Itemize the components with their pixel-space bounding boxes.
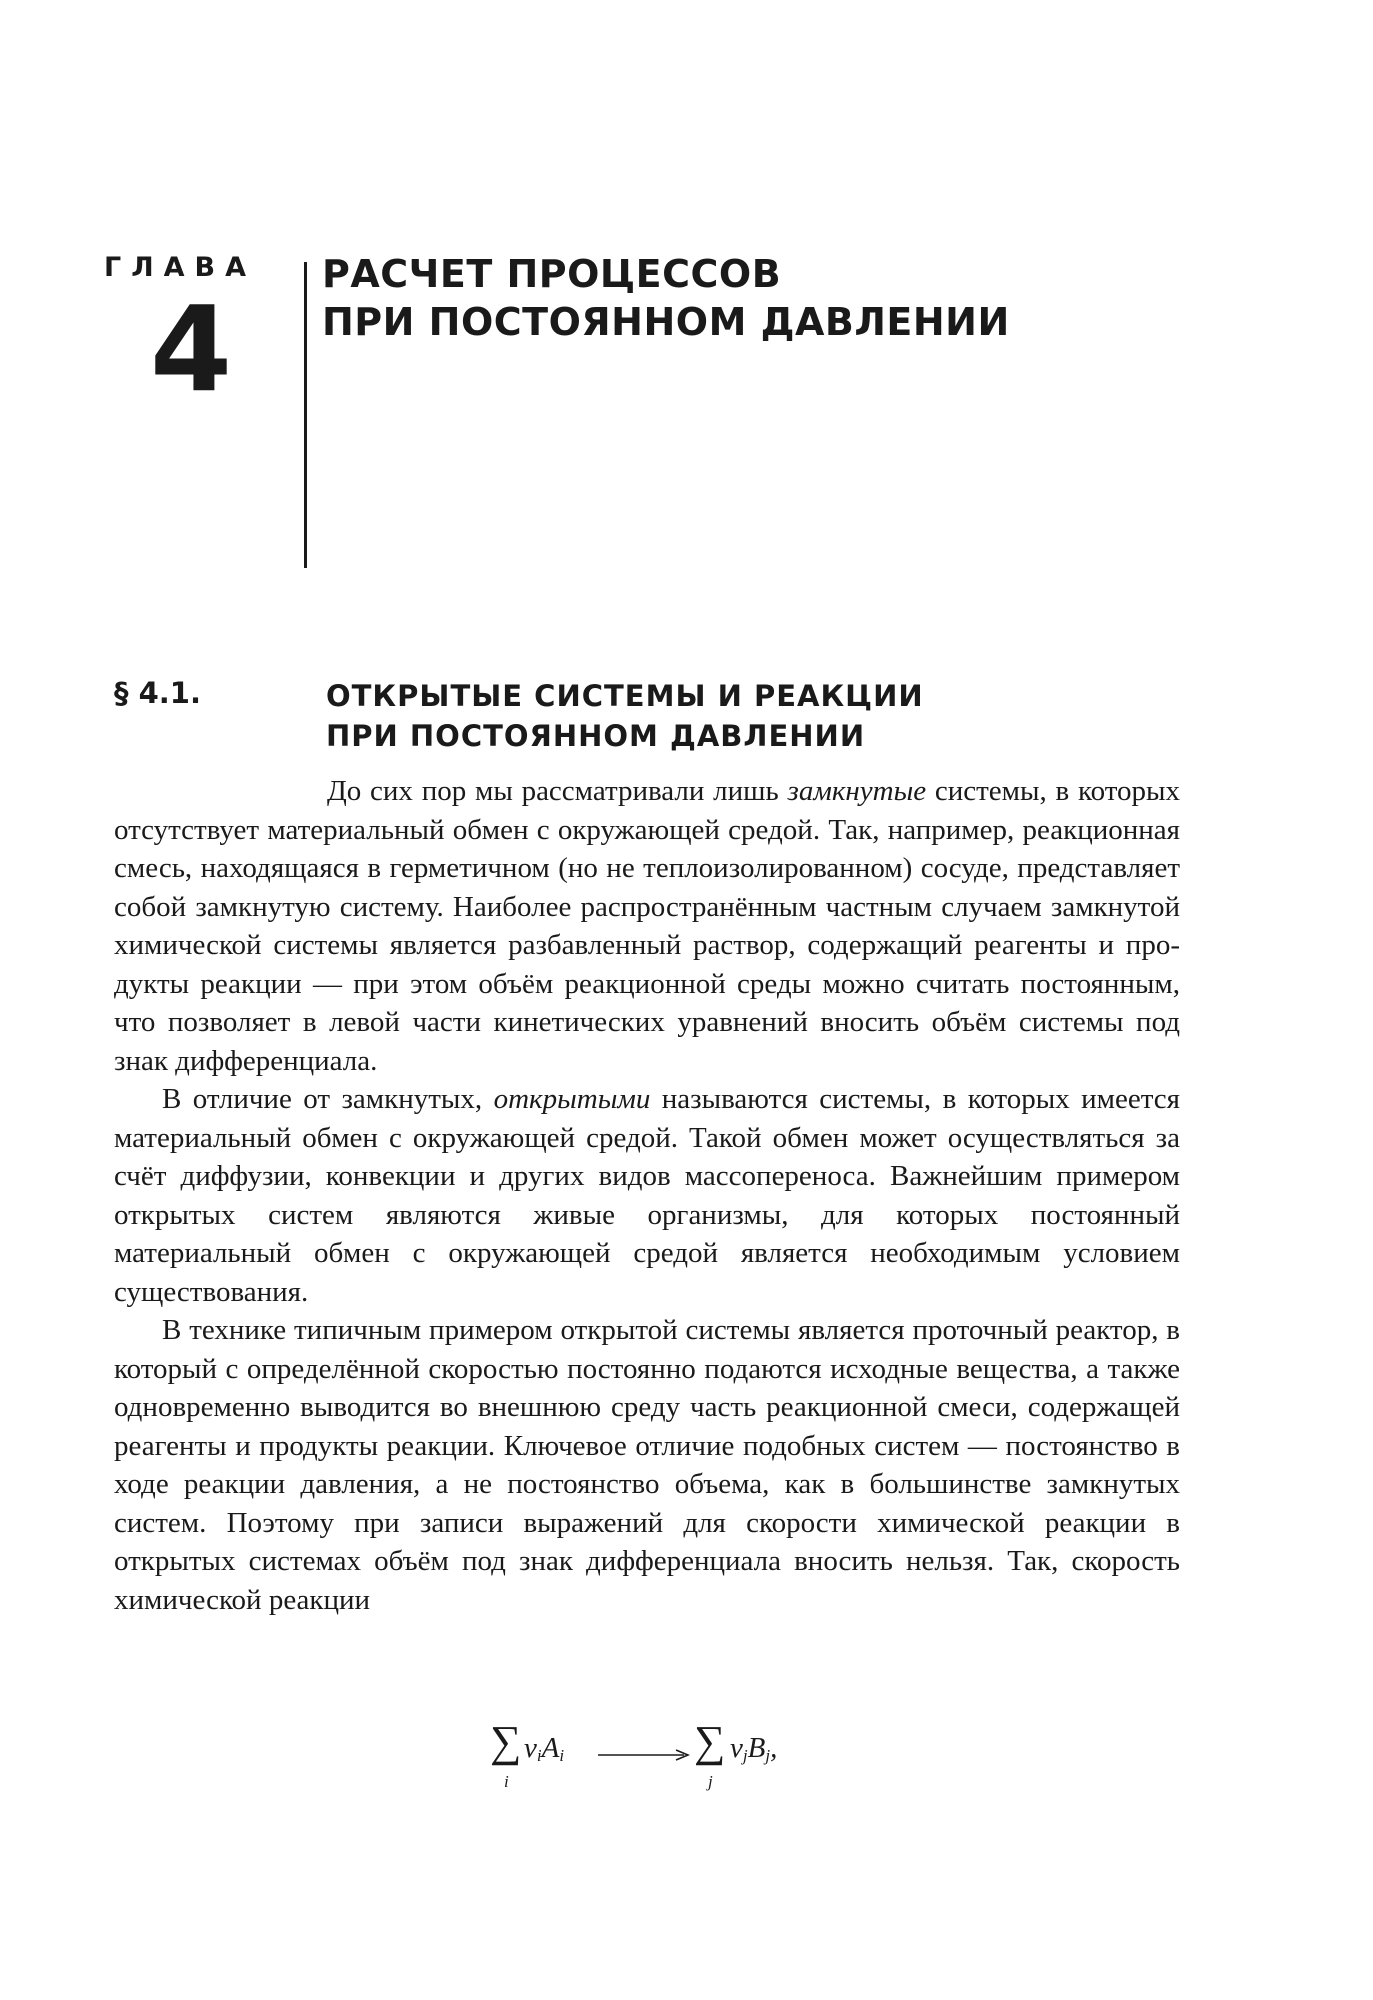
formula-trailing-comma: ,	[770, 1732, 778, 1764]
chapter-title	[322, 250, 1010, 346]
body-text	[114, 772, 1180, 1619]
left-coef: ν	[524, 1732, 537, 1764]
chapter-number: 4	[150, 280, 233, 418]
left-sum-index: i	[504, 1772, 509, 1791]
right-sum-symbol: ∑	[694, 1717, 726, 1766]
emphasis-open: открытыми	[493, 1083, 651, 1115]
paragraph-3: В технике типичным примером открытой системы является проточный реактор, в который с определённой скоростью постоянно подаются исходные вещества, а также одновременно выводится во внешнюю среду часть реакционной смеси, содержащей реагенты и продукты реакции. Ключевое отличие подобных систем — постоянство в ходе реакции давления, а не постоянство объема, как в большинстве замкнутых систем. Поэтому при записи выражений для скорости химической реакции в открытых системах объём под знак дифференциала вносить нельзя. Так, скорость химической реакции	[114, 1314, 1180, 1616]
right-coef: ν	[730, 1732, 743, 1764]
chapter-title-line-2: ПРИ ПОСТОЯННОМ ДАВЛЕНИИ	[322, 300, 1010, 344]
right-term	[730, 1732, 777, 1766]
left-term	[524, 1732, 564, 1766]
left-sum-symbol: ∑	[490, 1717, 522, 1766]
paragraph-2-text-a: В отличие от замкнутых,	[162, 1083, 494, 1115]
reaction-arrow-icon	[598, 1748, 690, 1762]
section-title	[326, 676, 924, 756]
section-number: § 4.1.	[114, 676, 201, 710]
right-sum-index: j	[708, 1772, 713, 1791]
chapter-divider	[304, 262, 307, 568]
chapter-title-line-1: РАСЧЕТ ПРОЦЕССОВ	[322, 252, 782, 296]
chapter-label: ГЛАВА	[104, 252, 257, 283]
emphasis-closed: замкнутые	[787, 775, 927, 807]
paragraph-2-text-b: называются системы, в которых имеется материальный обмен с окружающей средой. Такой обмен может осуществляться за счёт диффузии, конвекции и других видов массопереноса. Важнейшим примером открытых систем являются живые организмы, для которых постоянный материальный обмен с окружающей средой является необходимым условием существования.	[114, 1083, 1181, 1308]
section-title-line-1: ОТКРЫТЫЕ СИСТЕМЫ И РЕАКЦИИ	[326, 679, 924, 713]
paragraph-1-text-a: До сих пор мы рассматривали лишь	[327, 775, 788, 807]
right-coef-sub: j	[742, 1746, 748, 1765]
right-species-sub: j	[765, 1746, 771, 1765]
section-title-line-2: ПРИ ПОСТОЯННОМ ДАВЛЕНИИ	[326, 719, 866, 753]
right-species: B	[747, 1732, 766, 1764]
left-species: A	[541, 1732, 560, 1764]
paragraph-1	[114, 772, 1180, 1080]
paragraph-1-text-b: системы, в которых отсутствует материальный обмен с окружающей средой. Так, например, реакционная смесь, находящаяся в герметичном (но не теплоизолированном) сосуде, представляет собой замкнутую систему. Наиболее распространённым частным случаем замкнутой химической системы является разбавленный раствор, содержащий реагенты и продукты реакции — при этом объём реакционной среды можно считать постоянным, что позволяет в левой части кинетических уравнений вносить объём системы под знак дифференциала.	[114, 775, 1180, 1077]
left-coef-sub: i	[536, 1746, 542, 1765]
left-species-sub: i	[559, 1746, 565, 1765]
reaction-formula	[490, 1718, 830, 1808]
paragraph-2	[114, 1080, 1180, 1311]
